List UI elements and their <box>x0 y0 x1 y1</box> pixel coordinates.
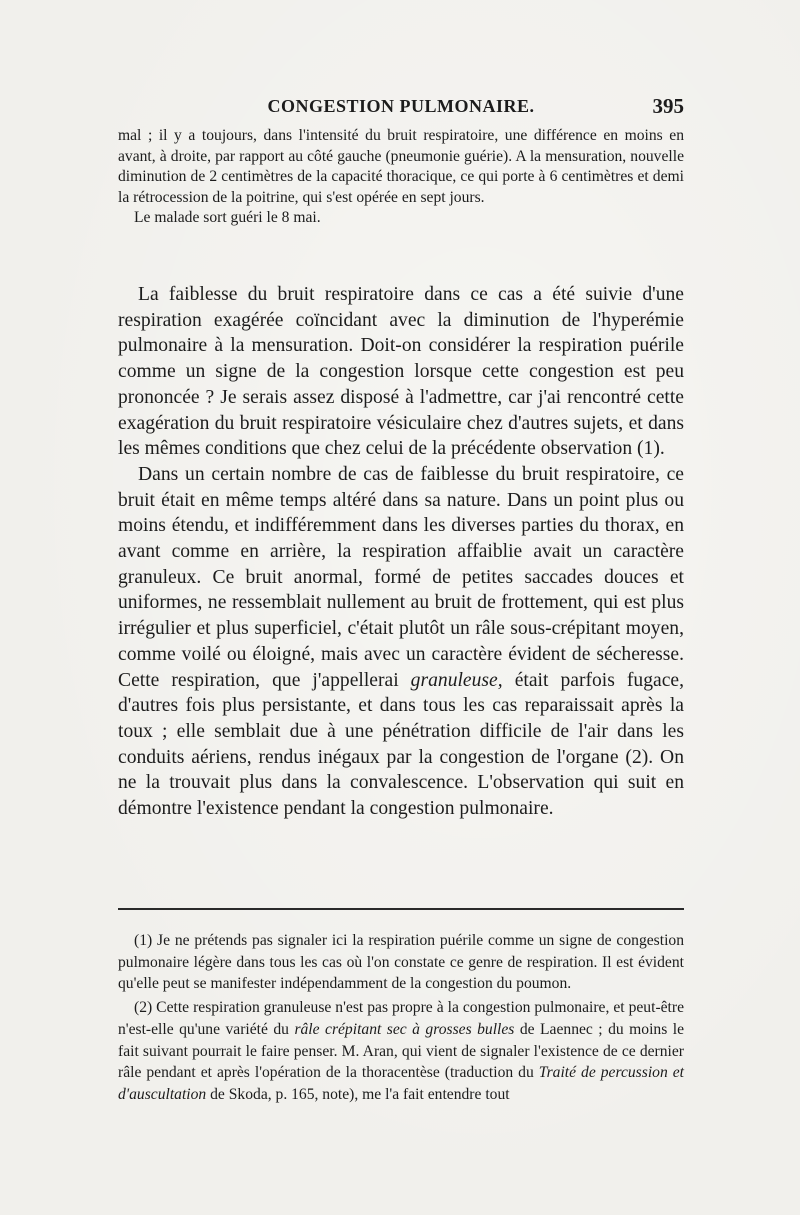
footnotes <box>118 930 684 1106</box>
observation-text <box>118 126 684 229</box>
body-paragraph-2 <box>118 462 684 822</box>
footnote-2 <box>118 997 684 1106</box>
body-paragraph-2-italic: granuleuse, <box>410 669 503 691</box>
body-paragraph-2-text-b: était parfois fugace, d'autres fois plus persistante, et dans tous les cas reparaissait après la toux ; elle semblait due à une pénétration difficile de l'air dans les conduits aériens, rendus inégaux par la congestion de l'organe (2). On ne la trouvait plus dans la convalescence. L'observation qui suit en démontre l'existence pendant la congestion pulmonaire. <box>118 669 684 820</box>
observation-conclusion: Le malade sort guéri le 8 mai. <box>134 209 321 227</box>
running-title: CONGESTION PULMONAIRE. <box>267 96 535 116</box>
footnote-2-text-c: de Skoda, p. 165, note), me l'a fait entendre tout <box>206 1085 510 1103</box>
body-paragraph-1: La faiblesse du bruit respiratoire dans ce cas a été suivie d'une respiration exagérée coïncidant avec la diminution de l'hyperémie pulmonaire à la mensuration. Doit-on considérer la respiration puérile comme un signe de la congestion lorsque cette congestion est peu prononcée ? Je serais assez disposé à l'admettre, car j'ai rencontré cette exagération du bruit respiratoire vésiculaire chez d'autres sujets, et dans les mêmes conditions que chez celui de la précédente observation (1). <box>118 284 684 460</box>
footnote-1: (1) Je ne prétends pas signaler ici la respiration puérile comme un signe de congestion pulmonaire légère dans tous les cas où l'on constate ce genre de respiration. Il est évident qu'elle peut se manifester indépendamment de la congestion du poumon. <box>118 932 684 993</box>
page-number: 395 <box>652 94 684 118</box>
footnote-2-text-a: (2) Cette respiration granuleuse n'est pas propre à la congestion pulmonaire, et peut-être n'est-elle qu'une variété du <box>118 999 684 1038</box>
footnote-2-italic-1: râle crépitant sec à grosses bulles <box>294 1020 515 1038</box>
page-header <box>118 96 684 124</box>
body-text <box>118 282 684 822</box>
observation-paragraph: mal ; il y a toujours, dans l'intensité du bruit respiratoire, une différence en moins en avant, à droite, par rapport au côté gauche (pneumonie guérie). A la mensuration, nouvelle diminution de 2 centimètres de la capacité thoracique, ce qui porte à 6 centimètres et demi la rétrocession de la poitrine, qui s'est opérée en sept jours. <box>118 127 684 206</box>
footnote-rule <box>118 908 684 910</box>
footnote-2-italic-2: Traité de percussion et d'auscultation <box>118 1064 684 1103</box>
footnote-2-text-b: de Laennec ; du moins le fait suivant pourrait le faire penser. M. Aran, qui vient de signaler l'existence de ce dernier râle pendant et après l'opération de la thoracentèse (traduction du <box>118 1020 685 1082</box>
body-paragraph-2-text-a: Dans un certain nombre de cas de faiblesse du bruit respiratoire, ce bruit était en même temps altéré dans sa nature. Dans un point plus ou moins étendu, et indifféremment dans les diverses parties du thorax, en avant comme en arrière, la respiration affaiblie avait un caractère granuleux. Ce bruit anormal, formé de petites saccades douces et uniformes, ne ressemblait nullement au bruit de frottement, qui est plus irrégulier et plus superficiel, c'était plutôt un râle sous-crépitant moyen, comme voilé ou éloigné, mais avec un caractère évident de sécheresse. Cette respiration, que j'appellerai <box>118 463 684 691</box>
